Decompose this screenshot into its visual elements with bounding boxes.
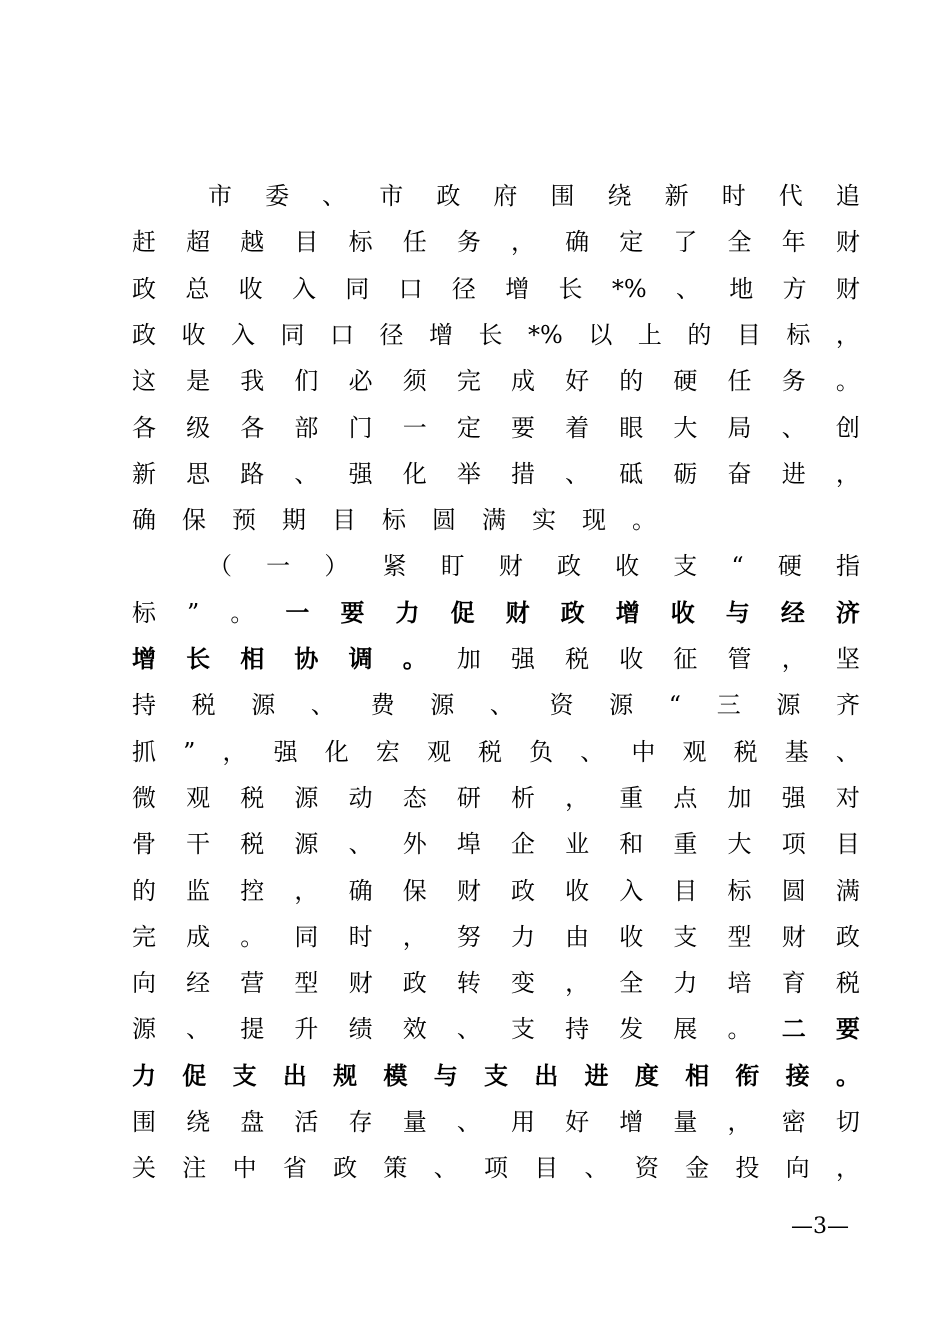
text-line: 抓 ” ， 强 化 宏 观 税 负 、 中 观 税 基 、 <box>132 737 860 766</box>
text-line: 赶 超 越 目 标 任 务 ， 确 定 了 全 年 财 <box>132 228 860 257</box>
text-line: 关 注 中 省 政 策 、 项 目 、 资 金 投 向 ， <box>132 1154 860 1183</box>
text-line: （ 一 ） 紧 盯 财 政 收 支 “ 硬 指 <box>208 552 860 581</box>
text-line: 力 促 支 出 规 模 与 支 出 进 度 相 衔 接 。 <box>132 1060 860 1090</box>
text-line: 骨 干 税 源 、 外 埠 企 业 和 重 大 项 目 <box>132 830 860 859</box>
text-segment: 确保预期目标圆满实现。 <box>132 506 682 535</box>
text-line: 市 委 、 市 政 府 围 绕 新 时 代 追 <box>208 182 860 210</box>
text-line: 完 成 。 同 时 ， 努 力 由 收 支 型 财 政 <box>132 922 860 951</box>
text-line: 源 、 提 升 绩 效 、 支 持 发 展 。 二 要 <box>132 1014 860 1044</box>
text-line: 政 总 收 入 同 口 径 增 长 *% 、 地 方 财 <box>132 274 860 303</box>
page-number: —3— <box>791 1214 849 1239</box>
text-line: 持 税 源 、 费 源 、 资 源 “ 三 源 齐 <box>132 691 860 720</box>
text-line: 政 收 入 同 口 径 增 长 *% 以 上 的 目 标 ， <box>132 320 860 349</box>
text-line <box>132 497 860 543</box>
text-line: 增 长 相 协 调 。 加 强 税 收 征 管 ， 坚 <box>132 644 860 673</box>
text-line: 各 级 各 部 门 一 定 要 着 眼 大 局 、 创 <box>132 413 860 442</box>
text-line: 微 观 税 源 动 态 研 析 ， 重 点 加 强 对 <box>132 783 860 812</box>
text-line: 的 监 控 ， 确 保 财 政 收 入 目 标 圆 满 <box>132 876 860 905</box>
text-line: 标 ” 。 一 要 力 促 财 政 增 收 与 经 济 <box>132 597 860 627</box>
text-line: 新 思 路 、 强 化 举 措 、 砥 砺 奋 进 ， <box>132 459 860 488</box>
text-line: 这 是 我 们 必 须 完 成 好 的 硬 任 务 。 <box>132 367 860 396</box>
text-line: 围 绕 盘 活 存 量 、 用 好 增 量 ， 密 切 <box>132 1108 860 1136</box>
text-line: 向 经 营 型 财 政 转 变 ， 全 力 培 育 税 <box>132 969 860 998</box>
